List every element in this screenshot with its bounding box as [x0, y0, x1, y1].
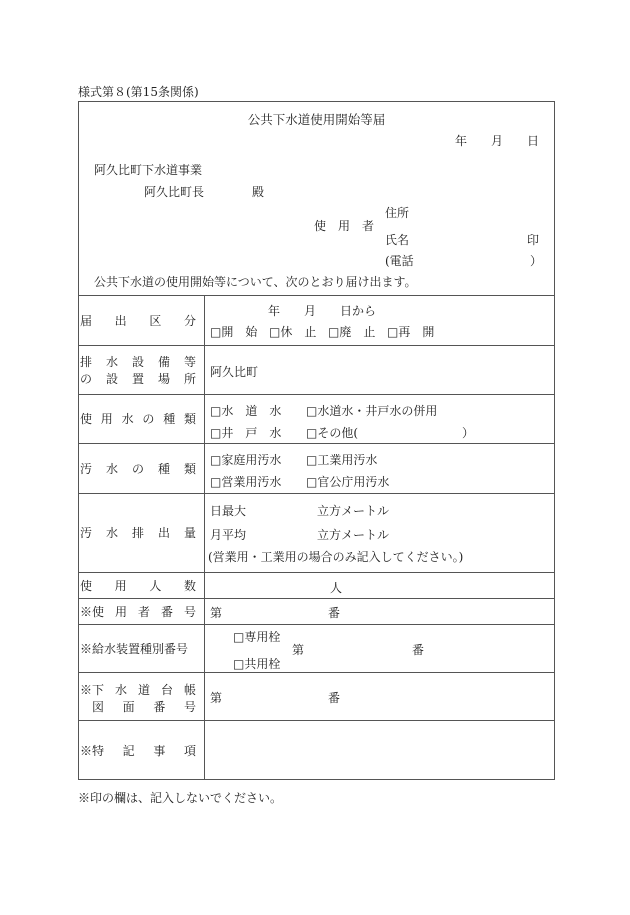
- location-value[interactable]: 阿久比町: [210, 365, 259, 379]
- checkbox-household[interactable]: □家庭用汚水: [210, 453, 282, 467]
- notification-date-line[interactable]: 年 月 日から: [268, 304, 377, 318]
- row-label-remarks: ※特 記 事 項: [80, 743, 196, 758]
- ledger-prefix: 第: [210, 691, 223, 705]
- other-close: ）: [462, 426, 475, 440]
- checkbox-shared-tap[interactable]: □共用栓: [233, 657, 281, 671]
- statement: 公共下水道の使用開始等について、次のとおり届け出ます。: [94, 275, 417, 289]
- supply-prefix: 第: [292, 643, 305, 657]
- daily-max-label: 日最大: [210, 504, 247, 518]
- addressee-person: 阿久比町長 殿: [144, 185, 265, 199]
- checkbox-combined[interactable]: □水道水・井戸水の併用: [306, 404, 438, 418]
- discharge-note: (営業用・工業用の場合のみ記入してください。): [208, 550, 464, 564]
- ledger-suffix[interactable]: 番: [328, 691, 341, 705]
- monthly-avg-label: 月平均: [210, 528, 247, 542]
- addressee-org: 阿久比町下水道事業: [94, 163, 203, 177]
- checkbox-public[interactable]: □官公庁用汚水: [306, 475, 390, 489]
- checkbox-private-tap[interactable]: □専用栓: [233, 630, 281, 644]
- row-label-ledger: ※下 水 道 台 帳: [80, 683, 196, 697]
- row-label-location: 排 水 設 備 等: [80, 355, 196, 369]
- column-divider: [204, 295, 205, 780]
- supply-suffix[interactable]: 番: [412, 643, 425, 657]
- row-label-sewage-type: 汚 水 の 種 類: [80, 461, 196, 476]
- phone-close: ）: [530, 254, 543, 268]
- checkbox-other[interactable]: □その他(: [306, 426, 359, 440]
- remarks-field[interactable]: [206, 722, 552, 777]
- checkbox-industrial[interactable]: □工業用汚水: [306, 453, 378, 467]
- phone-label: (電話: [385, 254, 414, 268]
- user-label: 使 用 者: [314, 219, 375, 233]
- row-label-supply-device: ※給水装置種別番号: [80, 642, 189, 656]
- row-label-location-2: の 設 置 場 所: [80, 372, 196, 386]
- checkbox-start[interactable]: □開 始: [210, 325, 258, 339]
- divider: [78, 672, 555, 673]
- daily-max-unit[interactable]: 立方メートル: [317, 504, 390, 518]
- checkbox-abolish[interactable]: □廃 止: [328, 325, 376, 339]
- seal-mark: 印: [527, 233, 540, 247]
- row-label-discharge: 汚 水 排 出 量: [80, 526, 196, 540]
- name-label: 氏名: [385, 233, 410, 247]
- user-number-prefix: 第: [210, 606, 223, 620]
- date-field[interactable]: 年 月 日: [455, 134, 540, 148]
- row-label-water-type: 使 用 水 の 種 類: [80, 412, 196, 426]
- row-label-users: 使 用 人 数: [80, 578, 196, 593]
- monthly-avg-unit[interactable]: 立方メートル: [317, 528, 390, 542]
- footnote: ※印の欄は、記入しないでください。: [78, 791, 283, 805]
- row-label-user-number: ※使 用 者 番 号: [80, 604, 196, 619]
- checkbox-resume[interactable]: □再 開: [387, 325, 435, 339]
- checkbox-water-supply[interactable]: □水 道 水: [210, 404, 282, 418]
- divider: [78, 624, 555, 625]
- checkbox-suspend[interactable]: □休 止: [269, 325, 317, 339]
- divider: [78, 345, 555, 346]
- row-label-ledger-2: 図 面 番 号: [92, 700, 196, 714]
- row-label-notification-type: 届 出 区 分: [80, 313, 196, 328]
- form-title: 公共下水道使用開始等届: [247, 112, 386, 127]
- checkbox-well[interactable]: □井 戸 水: [210, 426, 282, 440]
- address-label: 住所: [385, 206, 410, 220]
- form-number: 様式第８(第15条関係): [78, 85, 199, 99]
- checkbox-business[interactable]: □営業用汚水: [210, 475, 282, 489]
- users-unit[interactable]: 人: [330, 581, 343, 595]
- user-number-suffix[interactable]: 番: [328, 606, 341, 620]
